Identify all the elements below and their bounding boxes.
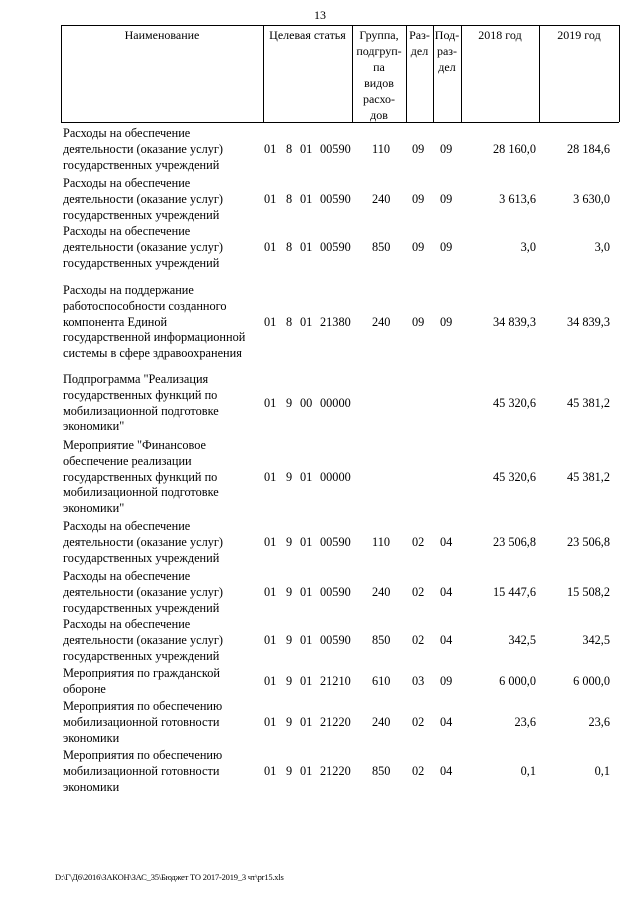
row-value-2018: 3,0 xyxy=(520,239,536,254)
row-value-2019: 45 381,2 xyxy=(566,395,610,410)
target-code-part: 9 xyxy=(286,763,293,778)
target-code-part: 00590 xyxy=(320,632,351,647)
row-subsection: 04 xyxy=(440,763,453,778)
row-name-line: Расходы на поддержание xyxy=(63,283,194,297)
row-value-2019: 3 630,0 xyxy=(573,191,610,206)
row-name-line: мобилизационной подготовке xyxy=(63,485,219,500)
target-code-part: 9 xyxy=(286,714,293,729)
table-row xyxy=(0,372,640,435)
row-name xyxy=(63,569,263,616)
row-name xyxy=(63,283,263,362)
target-code-part: 01 xyxy=(300,632,313,647)
row-name-line: деятельности (оказание услуг) xyxy=(63,239,223,254)
table-row xyxy=(0,519,640,566)
row-section: 09 xyxy=(412,141,425,156)
row-name-line: экономики" xyxy=(63,501,125,516)
target-code-part: 01 xyxy=(300,714,313,729)
row-name-line: обороне xyxy=(63,681,106,696)
target-code-part: 01 xyxy=(264,239,277,254)
target-code-part: 9 xyxy=(286,584,293,599)
row-name-line: Подпрограмма "Реализация xyxy=(63,372,209,386)
table-row xyxy=(0,176,640,223)
target-code-part: 9 xyxy=(286,469,293,484)
row-name-line: Расходы на обеспечение xyxy=(63,126,191,140)
header-year-2018: 2018 год xyxy=(478,28,522,42)
row-value-2018: 342,5 xyxy=(508,632,536,647)
row-group: 240 xyxy=(372,714,391,729)
table-row xyxy=(0,224,640,271)
target-code-part: 21220 xyxy=(320,763,351,778)
row-name xyxy=(63,519,263,566)
row-section: 02 xyxy=(412,763,425,778)
row-name-line: деятельности (оказание услуг) xyxy=(63,632,223,647)
row-section: 03 xyxy=(412,673,425,688)
row-group: 240 xyxy=(372,314,391,329)
target-code-part: 01 xyxy=(300,239,313,254)
target-code-part: 21220 xyxy=(320,714,351,729)
row-name-line: мобилизационной готовности xyxy=(63,763,220,778)
target-code-part: 8 xyxy=(286,191,293,206)
row-name xyxy=(63,126,263,173)
row-name xyxy=(63,748,263,795)
row-group: 240 xyxy=(372,191,391,206)
target-code-part: 01 xyxy=(264,714,277,729)
target-code-part: 01 xyxy=(264,469,277,484)
row-name-line: государственных функций по xyxy=(63,469,218,484)
row-name-line: работоспособности созданного xyxy=(63,298,227,313)
target-code-part: 00 xyxy=(300,395,313,410)
row-name-line: обеспечение реализации xyxy=(63,453,192,468)
header-section-line: дел xyxy=(410,44,429,58)
row-subsection: 09 xyxy=(440,673,453,688)
table-row xyxy=(0,569,640,616)
row-value-2018: 23,6 xyxy=(514,714,536,729)
row-value-2019: 34 839,3 xyxy=(566,314,610,329)
row-value-2018: 34 839,3 xyxy=(492,314,536,329)
row-subsection: 04 xyxy=(440,714,453,729)
row-group: 850 xyxy=(372,763,391,778)
row-name-line: экономики xyxy=(63,730,120,745)
row-subsection: 04 xyxy=(440,534,453,549)
row-value-2019: 23 506,8 xyxy=(566,534,610,549)
row-section: 02 xyxy=(412,534,425,549)
target-code-part: 01 xyxy=(264,673,277,688)
row-value-2019: 23,6 xyxy=(588,714,610,729)
target-code-part: 01 xyxy=(300,763,313,778)
row-name-line: деятельности (оказание услуг) xyxy=(63,584,223,599)
row-name-line: Мероприятие "Финансовое xyxy=(63,438,206,452)
row-name xyxy=(63,176,263,223)
row-group: 110 xyxy=(372,534,390,549)
target-code-part: 01 xyxy=(300,673,313,688)
target-code-part: 00000 xyxy=(320,469,351,484)
target-code-part: 01 xyxy=(264,584,277,599)
row-subsection: 04 xyxy=(440,632,453,647)
row-subsection: 09 xyxy=(440,314,453,329)
target-code-part: 8 xyxy=(286,141,293,156)
target-code-part: 9 xyxy=(286,673,293,688)
row-name-line: системы в сфере здравоохранения xyxy=(63,346,242,361)
target-code-part: 01 xyxy=(300,584,313,599)
target-code-part: 00590 xyxy=(320,239,351,254)
row-name-line: экономики" xyxy=(63,419,125,434)
target-code-part: 01 xyxy=(264,632,277,647)
target-code-part: 00590 xyxy=(320,584,351,599)
header-group-line: подгруп- xyxy=(356,44,402,58)
target-code-part: 00590 xyxy=(320,534,351,549)
row-name-line: государственных учреждений xyxy=(63,207,220,222)
row-section: 09 xyxy=(412,191,425,206)
row-name-line: Расходы на обеспечение xyxy=(63,569,191,583)
page-number: 13 xyxy=(314,8,326,22)
row-name-line: государственных учреждений xyxy=(63,157,220,172)
row-value-2018: 3 613,6 xyxy=(499,191,536,206)
row-section: 09 xyxy=(412,239,425,254)
row-section: 09 xyxy=(412,314,425,329)
row-value-2019: 45 381,2 xyxy=(566,469,610,484)
row-value-2019: 28 184,6 xyxy=(566,141,610,156)
row-value-2019: 3,0 xyxy=(594,239,610,254)
table-row xyxy=(0,126,640,173)
header-group-line: па xyxy=(373,60,385,74)
row-section: 02 xyxy=(412,584,425,599)
row-name-line: деятельности (оказание услуг) xyxy=(63,191,223,206)
row-name xyxy=(63,699,263,746)
row-name-line: Расходы на обеспечение xyxy=(63,617,191,631)
row-name xyxy=(63,666,263,698)
header-subsection-line: дел xyxy=(438,60,456,74)
header-name: Наименование xyxy=(124,28,200,42)
target-code-part: 01 xyxy=(264,534,277,549)
table-row xyxy=(0,438,640,517)
row-value-2019: 15 508,2 xyxy=(566,584,610,599)
row-value-2018: 0,1 xyxy=(520,763,536,778)
target-code-part: 01 xyxy=(300,534,313,549)
row-name-line: мобилизационной подготовке xyxy=(63,403,219,418)
row-name-line: экономики xyxy=(63,779,120,794)
table-row xyxy=(0,283,640,362)
row-subsection: 09 xyxy=(440,141,453,156)
table-row xyxy=(0,748,640,795)
target-code-part: 00000 xyxy=(320,395,351,410)
target-code-part: 01 xyxy=(300,314,313,329)
header-group-line: дов xyxy=(370,108,388,122)
row-value-2018: 23 506,8 xyxy=(492,534,536,549)
header-subsection-line: Под- xyxy=(434,28,460,42)
target-code-part: 01 xyxy=(300,191,313,206)
row-name-line: мобилизационной готовности xyxy=(63,714,220,729)
row-value-2019: 342,5 xyxy=(582,632,610,647)
target-code-part: 8 xyxy=(286,314,293,329)
target-code-part: 01 xyxy=(264,395,277,410)
row-subsection: 09 xyxy=(440,239,453,254)
row-name-line: компонента Единой xyxy=(63,314,168,329)
row-name xyxy=(63,617,263,664)
row-section: 02 xyxy=(412,714,425,729)
row-value-2018: 45 320,6 xyxy=(492,395,536,410)
row-value-2018: 45 320,6 xyxy=(492,469,536,484)
target-code-part: 01 xyxy=(300,141,313,156)
target-code-part: 9 xyxy=(286,395,293,410)
target-code-part: 01 xyxy=(264,191,277,206)
header-section-line: Раз- xyxy=(409,28,430,42)
row-name xyxy=(63,224,263,271)
row-name-line: государственных учреждений xyxy=(63,550,220,565)
target-code-part: 00590 xyxy=(320,141,351,156)
footer-file-path: D:\Г\Д6\2016\ЗАКОН\ЗАС_35\Бюджет ТО 2017-2019_3 чт\pr15.xls xyxy=(55,872,284,882)
target-code-part: 01 xyxy=(264,141,277,156)
row-name-line: государственных учреждений xyxy=(63,648,220,663)
row-name-line: Мероприятия по обеспечению xyxy=(63,699,223,713)
row-group: 850 xyxy=(372,632,391,647)
header-group-line: расхо- xyxy=(362,92,396,106)
row-value-2018: 15 447,6 xyxy=(492,584,536,599)
row-name-line: государственных учреждений xyxy=(63,600,220,615)
target-code-part: 01 xyxy=(264,763,277,778)
target-code-part: 9 xyxy=(286,632,293,647)
row-group: 110 xyxy=(372,141,390,156)
target-code-part: 01 xyxy=(264,314,277,329)
row-name-line: государственной информационной xyxy=(63,330,246,345)
row-name-line: деятельности (оказание услуг) xyxy=(63,141,223,156)
row-name-line: Мероприятия по гражданской xyxy=(63,666,220,680)
target-code-part: 21380 xyxy=(320,314,351,329)
row-group: 610 xyxy=(372,673,391,688)
row-name-line: деятельности (оказание услуг) xyxy=(63,534,223,549)
row-group: 240 xyxy=(372,584,391,599)
row-section: 02 xyxy=(412,632,425,647)
row-name-line: Мероприятия по обеспечению xyxy=(63,748,223,762)
row-name-line: государственных учреждений xyxy=(63,255,220,270)
table-row xyxy=(0,666,640,698)
target-code-part: 8 xyxy=(286,239,293,254)
header-year-2019: 2019 год xyxy=(557,28,601,42)
row-value-2019: 6 000,0 xyxy=(573,673,610,688)
row-subsection: 09 xyxy=(440,191,453,206)
row-name xyxy=(63,372,263,435)
target-code-part: 00590 xyxy=(320,191,351,206)
target-code-part: 21210 xyxy=(320,673,351,688)
header-target: Целевая статья xyxy=(269,28,346,42)
header-group-line: Группа, xyxy=(359,28,399,42)
row-group: 850 xyxy=(372,239,391,254)
row-value-2018: 6 000,0 xyxy=(499,673,536,688)
row-value-2018: 28 160,0 xyxy=(492,141,536,156)
row-name-line: государственных функций по xyxy=(63,387,218,402)
row-name-line: Расходы на обеспечение xyxy=(63,519,191,533)
header-subsection-line: раз- xyxy=(436,44,458,58)
target-code-part: 01 xyxy=(300,469,313,484)
header-group-line: видов xyxy=(364,76,394,90)
row-name-line: Расходы на обеспечение xyxy=(63,176,191,190)
row-name-line: Расходы на обеспечение xyxy=(63,224,191,238)
table-row xyxy=(0,617,640,664)
target-code-part: 9 xyxy=(286,534,293,549)
row-value-2019: 0,1 xyxy=(594,763,610,778)
row-subsection: 04 xyxy=(440,584,453,599)
row-name xyxy=(63,438,263,517)
table-row xyxy=(0,699,640,746)
